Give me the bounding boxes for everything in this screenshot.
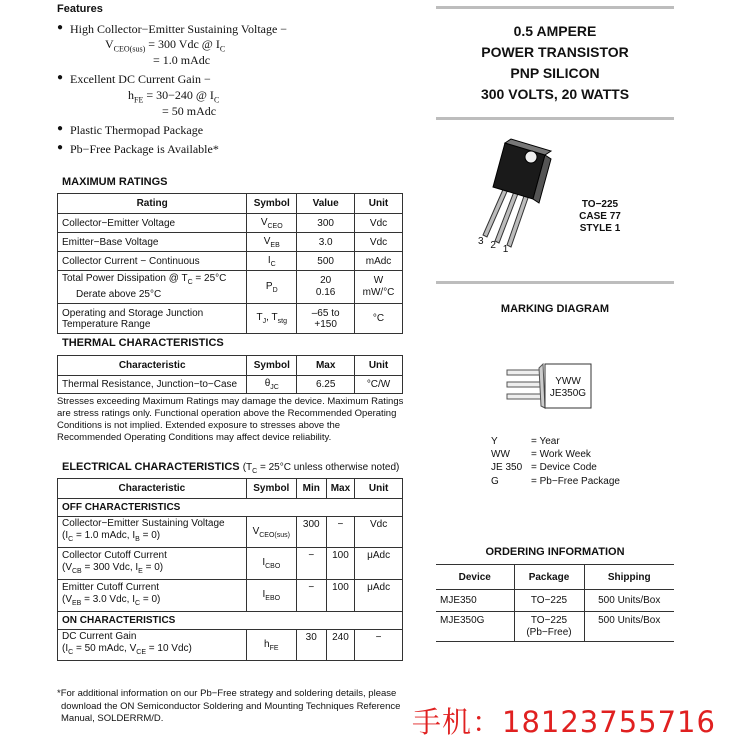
package-divider [436, 281, 674, 284]
max-ratings-table [57, 193, 403, 334]
ordering-table: Device Package Shipping MJE350 TO−225 500 Units/Box MJE350G TO−225 (Pb−Free) 500 Units/Box [436, 564, 674, 642]
vceo-equation-current: = 1.0 mAdc [153, 53, 211, 67]
thermal-title: THERMAL CHARACTERISTICS [62, 337, 224, 349]
legend-item: G = Pb−Free Package [491, 476, 620, 487]
table-row: Collector−Emitter Sustaining Voltage ($I_C = 1.0$ mAdc, $I_B = 0$) $V_{CEO(sus)}$ 300 − Vdc [58, 517, 403, 548]
col-rating: Rating [58, 194, 247, 214]
col-symbol: Symbol [247, 194, 297, 214]
ordering-title: ORDERING INFORMATION [485, 546, 625, 558]
marking-chip-text: YWW JE350G [549, 376, 587, 399]
bullet-icon: ● [57, 142, 64, 153]
features-heading: Features [57, 3, 103, 15]
table-row: Collector Current − Continuous $I_C$ 500 mAdc [58, 252, 403, 271]
table-row: Total Power Dissipation @ $T_C = 25^\circ C$ Derate above 25°C $P_D$ 20 0.16 W mW/°C [58, 271, 403, 304]
title-divider [436, 117, 674, 120]
footnote: *For additional information on our Pb−Free strategy and soldering details, please download the ON Semiconductor Soldering and Mounting Techniques Reference Manual, SOLDERRM/D. [57, 688, 401, 724]
marking-title: MARKING DIAGRAM [500, 303, 610, 315]
contact-phone: 手机：18123755716 [412, 705, 716, 739]
table-row: Emitter Cutoff Current ($V_{EB} = 3.0$ Vdc, $I_C = 0$) $I_{EBO}$ − 100 μAdc [58, 580, 403, 612]
table-row: Collector−Emitter Voltage $V_{CEO}$ 300 Vdc [58, 214, 403, 233]
legend-item: Y = Year [491, 436, 560, 447]
electrical-table: Characteristic Symbol Min Max Unit OFF CHARACTERISTICS Collector−Emitter Sustaining Voltage ($I_C = 1.0$ mAdc, $I_B = 0$) $V_{CEO(sus)}$ 300 − Vdc Collector Cutoff Current ($V_{CB} = 300$ Vdc, $I_E = 0$) $I_{CBO}$ − 100 μAdc Emitter Cutoff Current ($V_{EB} = 3.0$ Vdc, $I_C = 0$) $I_{EBO}$ − 100 μAdc ON CHARACTERISTICS DC Current Gain ($I_C = 50$ mAdc, $V_{CE} = 10$ Vdc) $h_{FE}$ 30 240 − [57, 478, 403, 661]
col-unit: Unit [355, 194, 403, 214]
max-ratings-title: MAXIMUM RATINGS [62, 176, 168, 188]
table-row: MJE350G TO−225 (Pb−Free) 500 Units/Box [436, 612, 674, 642]
stress-note: Stresses exceeding Maximum Ratings may damage the device. Maximum Ratings are stress ratings only. Functional operation above the Recommended Operating Conditions is not implied. Extended exposure to stresses above the Recommended Operating Conditions may affect device reliability. [57, 396, 404, 443]
table-row: Emitter−Base Voltage $V_{EB}$ 3.0 Vdc [58, 233, 403, 252]
product-title: 0.5 AMPERE POWER TRANSISTOR PNP SILICON 300 VOLTS, 20 WATTS [480, 23, 630, 102]
electrical-title: ELECTRICAL CHARACTERISTICS ($T_C = 25^\circ C$ unless otherwise noted) [62, 461, 400, 475]
table-row: Operating and Storage Junction Temperature Range $T_J$, $T_{stg}$ –65 to +150 °C [58, 304, 403, 334]
bullet-icon: ● [57, 72, 64, 83]
legend-item: JE 350 = Device Code [491, 462, 597, 473]
legend-item: WW = Work Week [491, 449, 591, 460]
pin-numbers: 3 2 1 [478, 236, 509, 255]
hfe-equation-current: = 50 mAdc [162, 104, 217, 118]
top-divider [436, 6, 674, 9]
hfe-equation: $h_{FE} = 30-240$ @ $I_C$ [128, 88, 220, 105]
package-label: TO−225 CASE 77 STYLE 1 [579, 199, 621, 234]
on-characteristics-header: ON CHARACTERISTICS [58, 612, 403, 630]
bullet-icon: ● [57, 123, 64, 134]
bullet-icon: ● [57, 22, 64, 33]
table-row: MJE350 TO−225 500 Units/Box [436, 590, 674, 612]
vceo-equation: $V_{CEO(sus)} = 300$ Vdc @ $I_C$ [105, 37, 226, 54]
col-value: Value [297, 194, 355, 214]
off-characteristics-header: OFF CHARACTERISTICS [58, 499, 403, 517]
table-row: Thermal Resistance, Junction−to−Case $\theta_{JC}$ 6.25 °C/W [58, 376, 403, 394]
thermal-table: Characteristic Symbol Max Unit Thermal Resistance, Junction−to−Case $\theta_{JC}$ 6.25 °C/W [57, 355, 403, 394]
table-row: DC Current Gain ($I_C = 50$ mAdc, $V_{CE} = 10$ Vdc) $h_{FE}$ 30 240 − [58, 630, 403, 661]
table-row: Collector Cutoff Current ($V_{CB} = 300$ Vdc, $I_E = 0$) $I_{CBO}$ − 100 μAdc [58, 548, 403, 580]
